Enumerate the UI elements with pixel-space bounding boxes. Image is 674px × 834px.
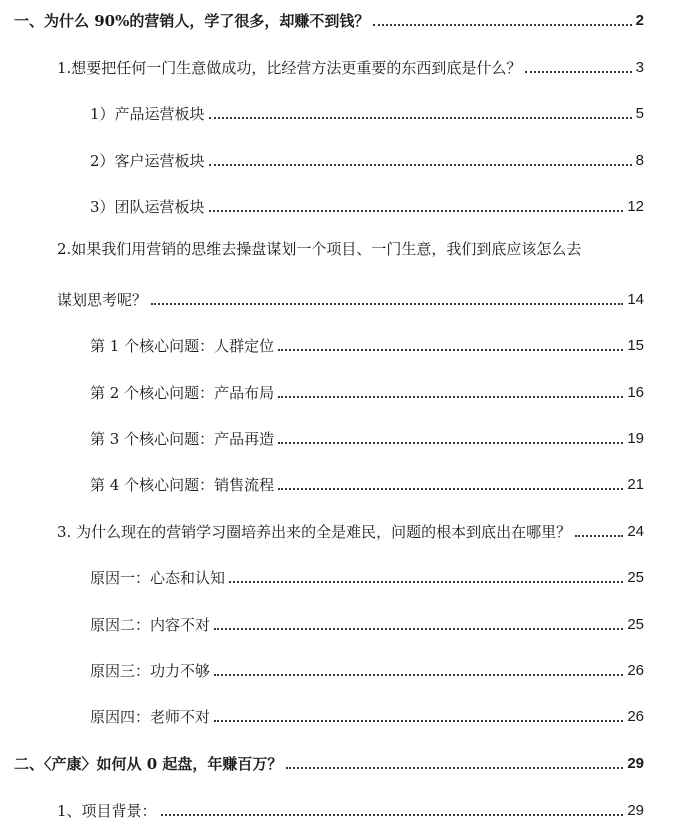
toc-entry-title: 1）产品运营板块 bbox=[90, 105, 205, 123]
toc-entry[interactable] bbox=[0, 331, 674, 357]
toc-entry-page: 29 bbox=[627, 802, 644, 819]
toc-entry[interactable] bbox=[0, 517, 674, 543]
dot-leader bbox=[209, 163, 632, 166]
toc-entry-title: 原因四：老师不对 bbox=[90, 708, 211, 726]
toc-entry[interactable] bbox=[0, 146, 674, 172]
toc-entry[interactable] bbox=[0, 192, 674, 218]
toc-entry[interactable] bbox=[0, 702, 674, 728]
toc-entry-title: 第 2 个核心问题：产品布局 bbox=[90, 384, 275, 402]
dot-leader bbox=[214, 673, 623, 676]
dot-leader bbox=[278, 487, 623, 490]
dot-leader bbox=[278, 348, 623, 351]
toc-entry[interactable] bbox=[0, 285, 674, 311]
toc-entry-page: 25 bbox=[627, 569, 644, 586]
toc-entry-title: 1.想要把任何一门生意做成功，比经营方法更重要的东西到底是什么？ bbox=[57, 59, 522, 77]
dot-leader bbox=[214, 719, 623, 722]
toc-entry-page: 25 bbox=[627, 616, 644, 633]
dot-leader bbox=[286, 766, 623, 769]
dot-leader bbox=[575, 534, 623, 537]
toc-entry-title: 原因一：心态和认知 bbox=[90, 569, 226, 587]
toc-entry-title: 1、项目背景： bbox=[57, 802, 157, 820]
dot-leader bbox=[278, 441, 623, 444]
toc-entry-title: 3. 为什么现在的营销学习圈培养出来的全是难民，问题的根本到底出在哪里？ bbox=[57, 523, 572, 541]
toc-entry[interactable] bbox=[0, 6, 674, 32]
toc-entry-page: 12 bbox=[627, 198, 644, 215]
toc-entry-page: 15 bbox=[627, 337, 644, 354]
toc-entry-page: 29 bbox=[627, 755, 644, 772]
toc-entry-page: 21 bbox=[627, 476, 644, 493]
toc-entry[interactable] bbox=[0, 656, 674, 682]
toc-entry-title: 第 3 个核心问题：产品再造 bbox=[90, 430, 275, 448]
dot-leader bbox=[161, 813, 624, 816]
dot-leader bbox=[151, 302, 623, 305]
toc-entry[interactable] bbox=[0, 610, 674, 636]
toc-entry[interactable] bbox=[0, 424, 674, 450]
toc-entry-page: 5 bbox=[635, 105, 644, 122]
toc-entry[interactable] bbox=[0, 378, 674, 404]
toc-entry-title: 谋划思考呢？ bbox=[57, 291, 148, 309]
dot-leader bbox=[278, 395, 623, 398]
toc-entry-title: 原因二：内容不对 bbox=[90, 616, 211, 634]
toc-entry-page: 8 bbox=[635, 152, 644, 169]
toc-entry-page: 3 bbox=[635, 59, 644, 76]
toc-entry[interactable] bbox=[0, 53, 674, 79]
toc-entry-page: 19 bbox=[627, 430, 644, 447]
toc-entry[interactable] bbox=[0, 563, 674, 589]
toc-entry-title: 3）团队运营板块 bbox=[90, 198, 205, 216]
dot-leader bbox=[214, 627, 623, 630]
toc-entry-title: 第 1 个核心问题：人群定位 bbox=[90, 337, 275, 355]
dot-leader bbox=[525, 70, 631, 73]
toc-entry-page: 16 bbox=[627, 384, 644, 401]
toc-entry-title: 2）客户运营板块 bbox=[90, 152, 205, 170]
dot-leader bbox=[209, 209, 624, 212]
toc-entry-page: 26 bbox=[627, 662, 644, 679]
dot-leader bbox=[209, 116, 632, 119]
toc-entry[interactable] bbox=[0, 796, 674, 822]
toc-entry-page: 2 bbox=[635, 12, 644, 29]
toc-entry-page: 24 bbox=[627, 523, 644, 540]
toc-entry[interactable] bbox=[0, 470, 674, 496]
toc-entry[interactable] bbox=[0, 99, 674, 125]
toc-entry-page: 26 bbox=[627, 708, 644, 725]
toc-entry-title: 原因三：功力不够 bbox=[90, 662, 211, 680]
toc-entry[interactable] bbox=[0, 749, 674, 775]
toc-entry-title: 一、为什么 90%的营销人，学了很多，却赚不到钱？ bbox=[14, 12, 370, 30]
toc-entry-page: 14 bbox=[627, 291, 644, 308]
toc-entry-title-line1[interactable]: 2.如果我们用营销的思维去操盘谋划一个项目、一门生意，我们到底应该怎么去 bbox=[57, 240, 582, 258]
toc-entry-title: 第 4 个核心问题：销售流程 bbox=[90, 476, 275, 494]
dot-leader bbox=[373, 23, 631, 26]
toc-entry-title: 二、〈产康〉如何从 0 起盘，年赚百万？ bbox=[14, 755, 283, 773]
dot-leader bbox=[229, 580, 623, 583]
